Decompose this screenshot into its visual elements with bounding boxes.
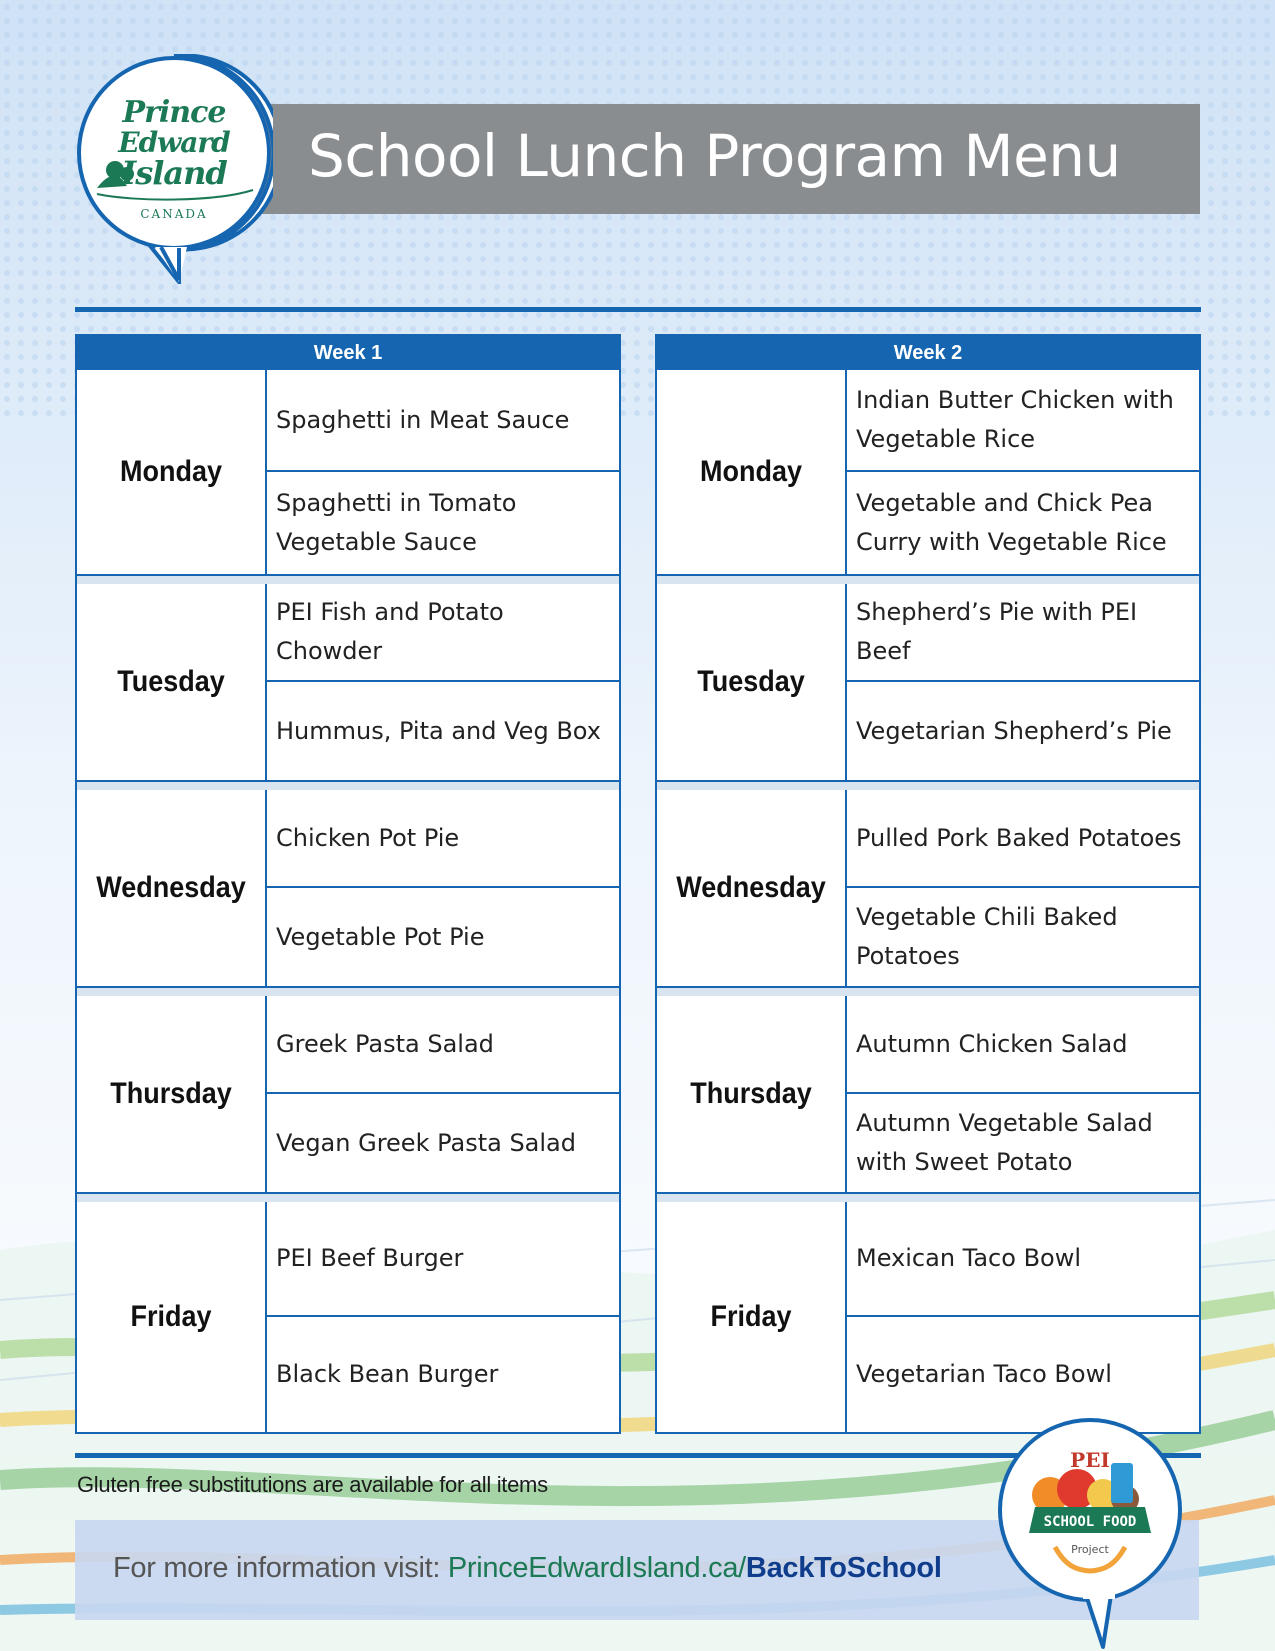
meal-options <box>845 790 1199 986</box>
meal-option: Vegetable Chili Baked Potatoes <box>856 903 1118 970</box>
meal-option: Shepherd’s Pie with PEI Beef <box>847 584 1199 682</box>
meal-option: Vegetarian Shepherd’s Pie <box>856 716 1172 745</box>
week-1-table <box>75 334 621 1434</box>
week-2-monday <box>657 370 1199 574</box>
meal-option: Hummus, Pita and Veg Box <box>276 716 601 745</box>
meal-options <box>265 370 619 574</box>
meal-option: Vegan Greek Pasta Salad <box>276 1128 576 1157</box>
week-1-monday <box>77 370 619 574</box>
meal-options <box>845 370 1199 574</box>
meal-option: Black Bean Burger <box>276 1360 499 1388</box>
day-name: Thursday <box>690 1077 812 1110</box>
day-name: Tuesday <box>697 665 805 698</box>
gluten-free-note: Gluten free substitutions are available for all items <box>77 1472 548 1497</box>
day-name: Friday <box>710 1300 792 1333</box>
week-1-wednesday <box>77 782 619 986</box>
meal-option: PEI Fish and Potato Chowder <box>267 584 619 682</box>
day-name: Wednesday <box>676 871 826 904</box>
week-1-header: Week 1 <box>77 336 619 370</box>
info-text <box>113 1552 942 1585</box>
meal-options <box>265 1202 619 1432</box>
logo-country: CANADA <box>140 207 208 221</box>
info-url-link[interactable] <box>448 1552 942 1584</box>
logo-line-2: Edward <box>118 126 230 159</box>
week-1-friday <box>77 1194 619 1432</box>
meal-option: PEI Beef Burger <box>267 1202 619 1317</box>
meal-option: Vegetable Pot Pie <box>276 922 485 951</box>
meal-options <box>845 996 1199 1192</box>
week-1-thursday <box>77 988 619 1192</box>
week-2-friday <box>657 1194 1199 1432</box>
meal-option: Spaghetti in Meat Sauce <box>267 370 619 472</box>
meal-options <box>265 584 619 780</box>
pei-logo <box>75 54 273 252</box>
week-2-tuesday <box>657 576 1199 780</box>
week-2-table <box>655 334 1201 1434</box>
info-url[interactable]: PrinceEdwardIsland.ca/ <box>447 1552 746 1584</box>
sfp-banner-text: SCHOOL FOOD <box>1043 1514 1137 1530</box>
meal-option: Vegetarian Taco Bowl <box>856 1360 1112 1388</box>
meal-option: Spaghetti in Tomato Vegetable Sauce <box>276 489 517 556</box>
info-prefix: For more information visit: <box>113 1552 448 1584</box>
week-2-header: Week 2 <box>657 336 1199 370</box>
page-title: School Lunch Program Menu <box>308 122 1121 190</box>
sfp-top-text: PEI <box>1070 1448 1110 1472</box>
meal-option: Chicken Pot Pie <box>267 790 619 888</box>
school-food-project-logo <box>995 1415 1185 1605</box>
week-2-wednesday <box>657 782 1199 986</box>
meal-options <box>265 790 619 986</box>
day-name: Friday <box>130 1300 212 1333</box>
meal-option: Vegetable and Chick Pea Curry with Vegetable Rice <box>856 489 1167 556</box>
sfp-bottom-text: Project <box>1071 1543 1109 1556</box>
day-name: Monday <box>699 455 803 488</box>
week-1-tuesday <box>77 576 619 780</box>
meal-option: Indian Butter Chicken with Vegetable Rice <box>847 370 1199 472</box>
title-bar <box>258 104 1200 214</box>
meal-option: Autumn Chicken Salad <box>847 996 1199 1094</box>
logo-line-3: Island <box>121 154 227 192</box>
meal-option: Pulled Pork Baked Potatoes <box>847 790 1199 888</box>
day-name: Monday <box>119 455 223 488</box>
meal-option: Autumn Vegetable Salad with Sweet Potato <box>856 1109 1153 1176</box>
meal-option: Greek Pasta Salad <box>267 996 619 1094</box>
day-name: Tuesday <box>117 665 225 698</box>
meal-options <box>845 584 1199 780</box>
meal-option: Mexican Taco Bowl <box>847 1202 1199 1317</box>
meal-options <box>845 1202 1199 1432</box>
week-2-thursday <box>657 988 1199 1192</box>
logo-line-1: Prince <box>122 95 226 130</box>
logo-wordmark <box>75 95 273 192</box>
top-rule <box>75 307 1201 312</box>
day-name: Thursday <box>110 1077 232 1110</box>
info-url-bold[interactable]: BackToSchool <box>745 1552 942 1584</box>
meal-options <box>265 996 619 1192</box>
day-name: Wednesday <box>96 871 246 904</box>
